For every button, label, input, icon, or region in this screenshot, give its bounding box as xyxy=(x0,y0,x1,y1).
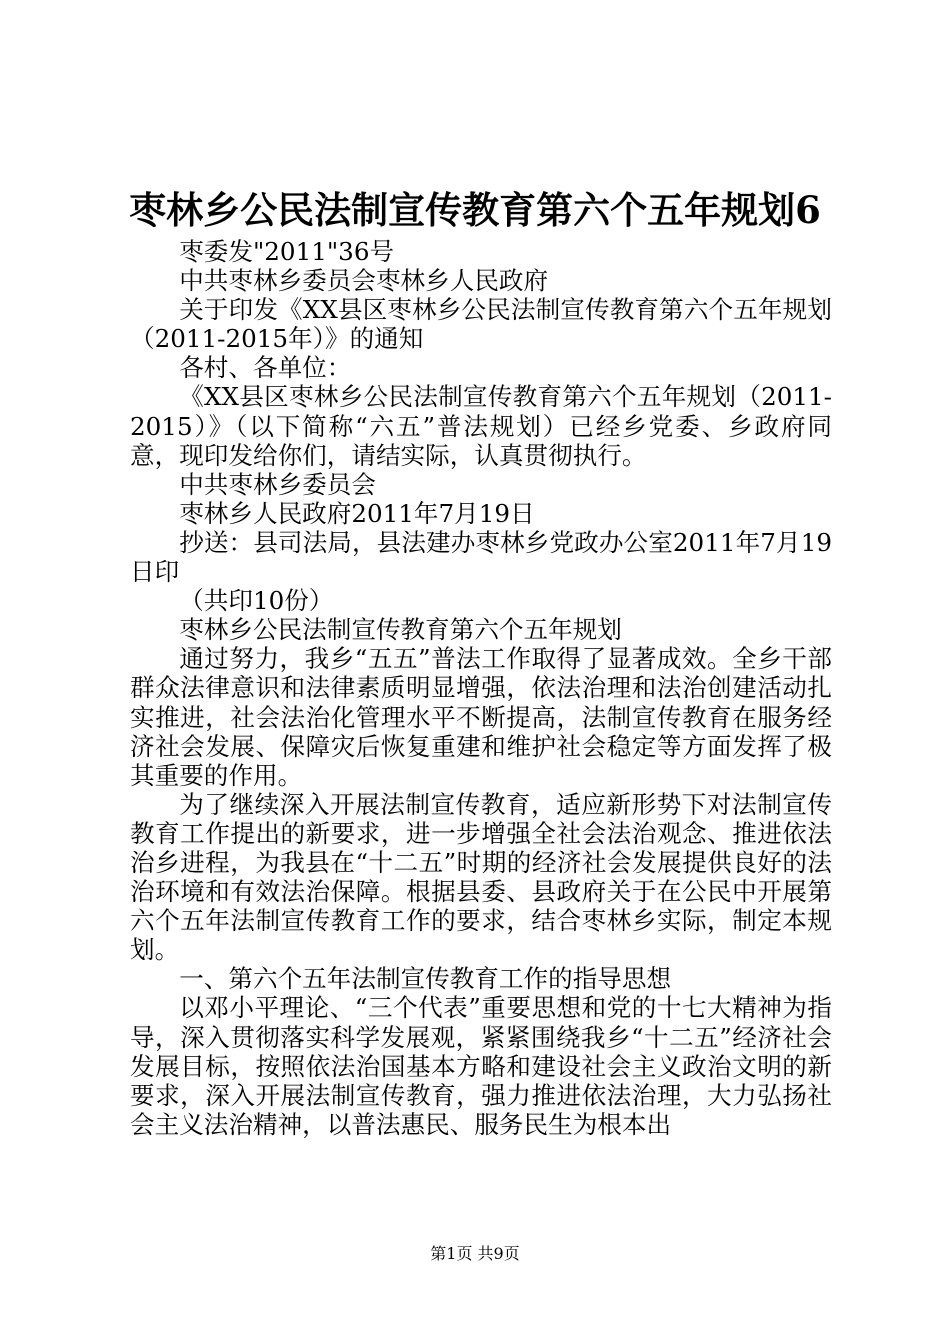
salutation: 各村、各单位： xyxy=(179,353,352,383)
print-count: （共印10份） xyxy=(179,586,334,616)
body-paragraph: 为了继续深入开展法制宣传教育，适应新形势下对法制宣传教育工作提出的新要求，进一步增强全社会法治观念、推进依法治乡进程，为我县在“十二五”时期的经济社会发展提供良好的法治环境和有效法治保障。根据县委、县政府关于在公民中开展第六个五年法制宣传教育工作的要求，结合枣林乡实际，制定本规划。 xyxy=(130,789,832,965)
plan-heading: 枣林乡公民法制宣传教育第六个五年规划 xyxy=(179,615,622,645)
body-paragraph: 通过努力，我乡“五五”普法工作取得了显著成效。全乡干部群众法律意识和法律素质明显增强，依法治理和法治创建活动扎实推进，社会法治化管理水平不断提高，法制宣传教育在服务经济社会发展、保障灾后恢复重建和维护社会稳定等方面发挥了极其重要的作用。 xyxy=(130,644,832,790)
issuing-authority: 中共枣林乡委员会枣林乡人民政府 xyxy=(179,266,549,296)
notice-body: 《XX县区枣林乡公民法制宣传教育第六个五年规划（2011-2015）》（以下简称“六五”普法规划）已经乡党委、乡政府同意，现印发给你们，请结实际，认真贯彻执行。 xyxy=(130,382,832,470)
doc-number: 枣委发"2011"36号 xyxy=(179,237,395,266)
section-heading: 一、第六个五年法制宣传教育工作的指导思想 xyxy=(179,964,672,994)
signature-government-date: 枣林乡人民政府2011年7月19日 xyxy=(179,498,535,528)
document-body xyxy=(130,237,832,1139)
notice-title: 关于印发《XX县区枣林乡公民法制宣传教育第六个五年规划（2011-2015年）》的通知 xyxy=(130,295,832,354)
page-number-footer: 第1页 共9页 xyxy=(430,1244,520,1263)
body-paragraph: 以邓小平理论、“三个代表”重要思想和党的十七大精神为指导，深入贯彻落实科学发展观，紧紧围绕我乡“十二五”经济社会发展目标，按照依法治国基本方略和建设社会主义政治文明的新要求，深入开展法制宣传教育，强力推进依法治理，大力弘扬社会主义法治精神，以普法惠民、服务民生为根本出 xyxy=(130,993,832,1139)
cc-line: 抄送：县司法局，县法建办枣林乡党政办公室2011年7月19日印 xyxy=(130,527,832,587)
document-title: 枣林乡公民法制宣传教育第六个五年规划6 xyxy=(129,188,821,232)
signature-committee: 中共枣林乡委员会 xyxy=(179,469,376,499)
